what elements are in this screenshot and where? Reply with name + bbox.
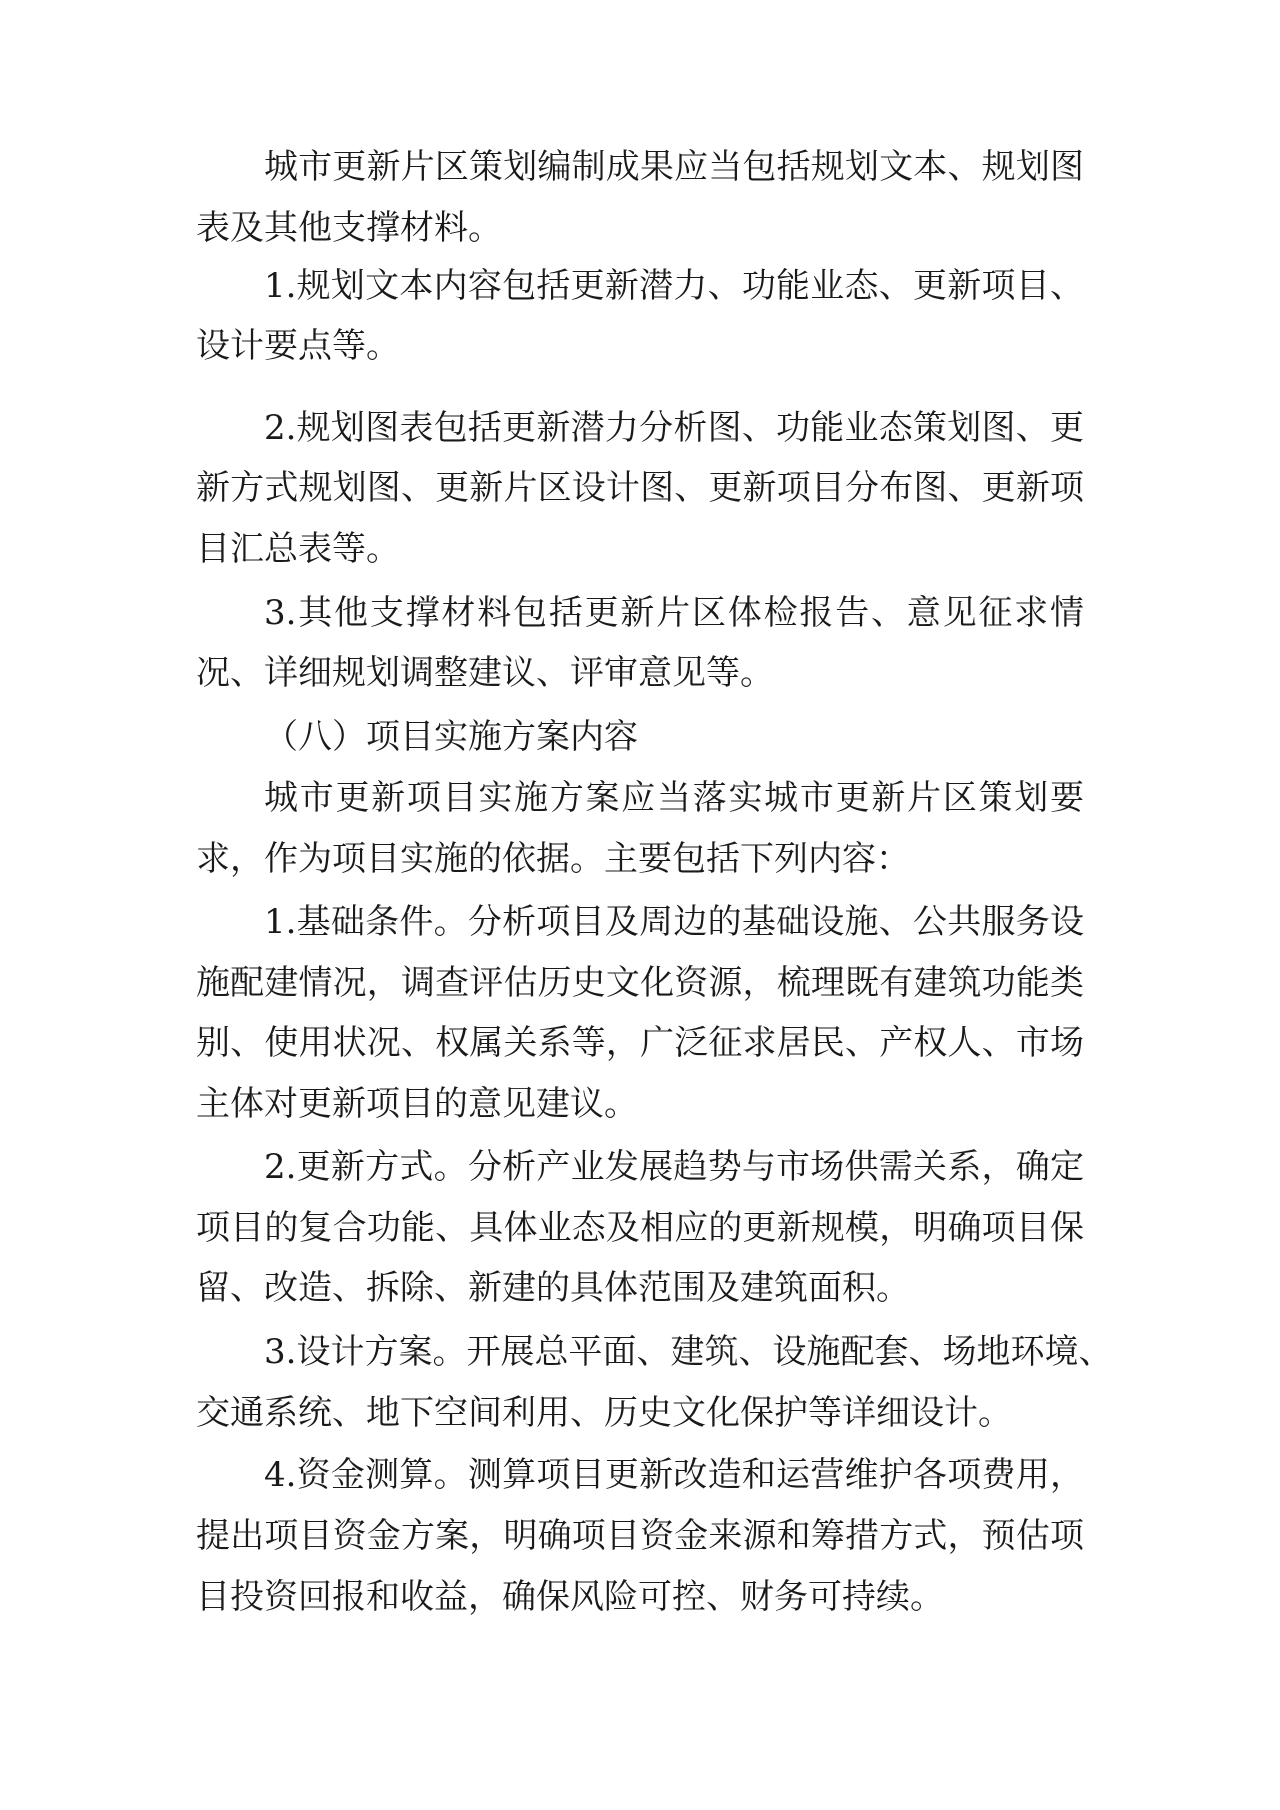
paragraph-line: 2.规划图表包括更新潜力分析图、功能业态策划图、更 xyxy=(264,408,1084,448)
paragraph-line: 交通系统、地下空间利用、历史文化保护等详细设计。 xyxy=(196,1393,1012,1433)
paragraph-line: 表及其他支撑材料。 xyxy=(196,208,502,248)
paragraph-line: 况、详细规划调整建议、评审意见等。 xyxy=(196,653,774,693)
paragraph-line: 1.规划文本内容包括更新潜力、功能业态、更新项目、 xyxy=(264,266,1084,306)
paragraph-line: 城市更新片区策划编制成果应当包括规划文本、规划图 xyxy=(264,147,1084,187)
paragraph-line: 别、使用状况、权属关系等，广泛征求居民、产权人、市场 xyxy=(196,1023,1084,1063)
paragraph-line: 4.资金测算。测算项目更新改造和运营维护各项费用， xyxy=(264,1455,1084,1495)
paragraph-line: 施配建情况，调查评估历史文化资源，梳理既有建筑功能类 xyxy=(196,963,1084,1003)
paragraph-line: 1.基础条件。分析项目及周边的基础设施、公共服务设 xyxy=(264,902,1084,942)
paragraph-line: 2.更新方式。分析产业发展趋势与市场供需关系，确定 xyxy=(264,1147,1084,1187)
paragraph-line: 留、改造、拆除、新建的具体范围及建筑面积。 xyxy=(196,1268,910,1308)
paragraph-line: 设计要点等。 xyxy=(196,326,400,366)
section-heading: （八）项目实施方案内容 xyxy=(264,717,638,757)
paragraph-line: 主体对更新项目的意见建议。 xyxy=(196,1084,638,1124)
paragraph-line: 新方式规划图、更新片区设计图、更新项目分布图、更新项 xyxy=(196,468,1084,508)
paragraph-line: 目投资回报和收益，确保风险可控、财务可持续。 xyxy=(196,1577,944,1617)
paragraph-line: 城市更新项目实施方案应当落实城市更新片区策划要 xyxy=(264,778,1084,818)
paragraph-line: 提出项目资金方案，明确项目资金来源和筹措方式，预估项 xyxy=(196,1516,1084,1556)
paragraph-line: 项目的复合功能、具体业态及相应的更新规模，明确项目保 xyxy=(196,1208,1084,1248)
paragraph-line: 3.设计方案。开展总平面、建筑、设施配套、场地环境、 xyxy=(264,1332,1113,1372)
paragraph-line: 3.其他支撑材料包括更新片区体检报告、意见征求情 xyxy=(264,593,1084,633)
paragraph-line: 求，作为项目实施的依据。主要包括下列内容： xyxy=(196,839,910,879)
paragraph-line: 目汇总表等。 xyxy=(196,529,400,569)
